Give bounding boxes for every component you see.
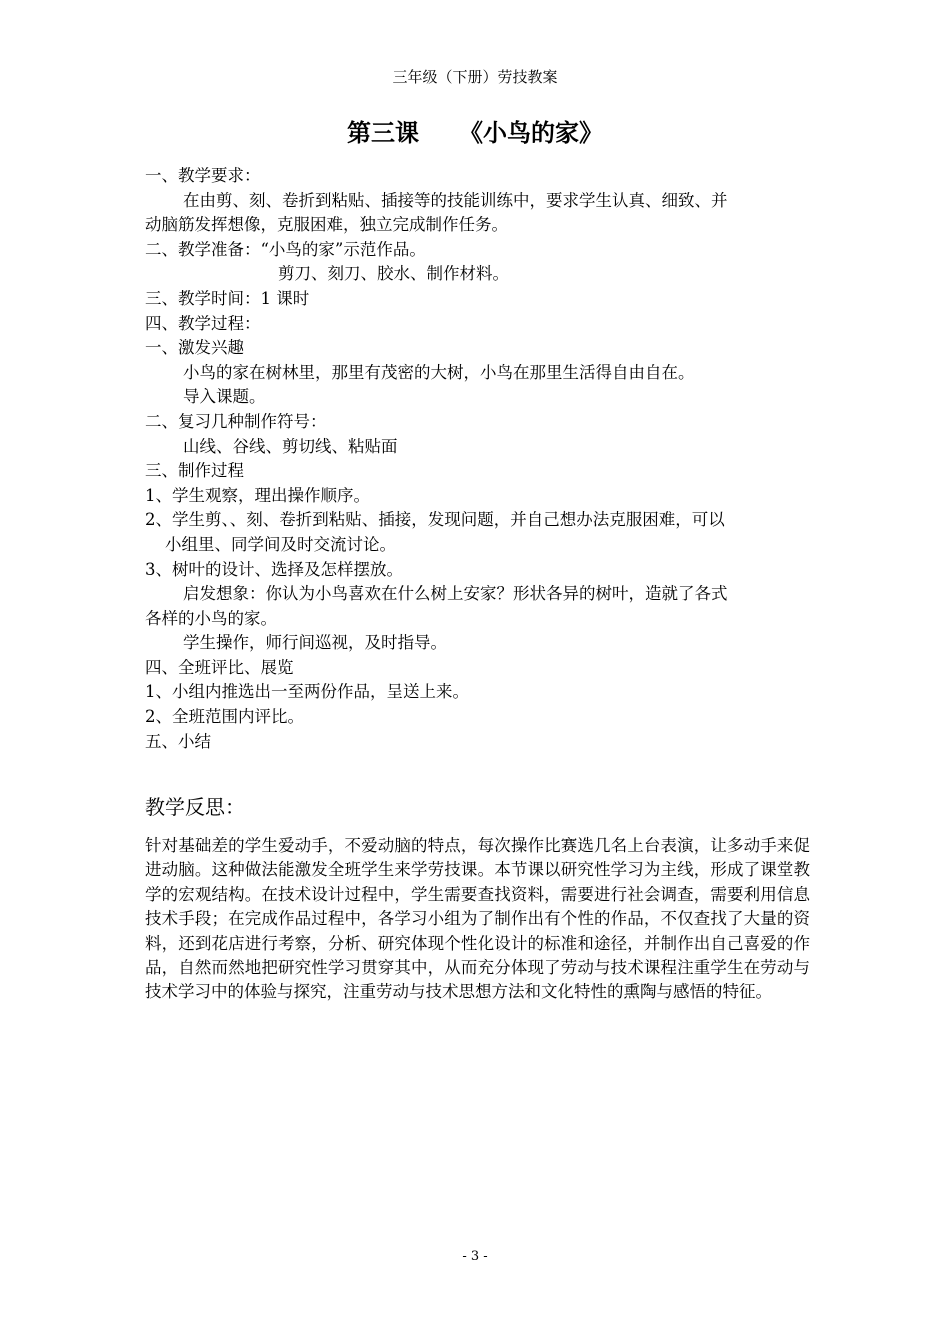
step-making-inspire-line2: 各样的小鸟的家。 — [145, 608, 277, 628]
step-evaluate-heading: 四、全班评比、展览 — [145, 657, 294, 677]
step-making-heading: 三、制作过程 — [145, 461, 244, 481]
step-making-item1: 1、学生观察，理出操作顺序。 — [145, 485, 370, 505]
step-making-item2-line1: 2、学生剪、、刻、卷折到粘贴、插接，发现问题，并自己想办法克服困难，可以 — [145, 510, 725, 530]
step-making-item3: 3、树叶的设计、选择及怎样摆放。 — [145, 559, 403, 579]
step-evaluate-item2: 2、全班范围内评比。 — [145, 707, 304, 727]
lesson-number: 第三课 — [347, 119, 419, 147]
running-header: 三年级（下册）劳技教案 — [392, 68, 558, 86]
step-review-heading: 二、复习几种制作符号： — [145, 411, 327, 431]
lesson-name: 《小鸟的家》 — [459, 119, 603, 147]
step-making-operate: 学生操作，师行间巡视，及时指导。 — [183, 633, 447, 653]
reflection-heading: 教学反思： — [145, 795, 245, 819]
lesson-title — [0, 116, 950, 150]
step-interest-intro: 导入课题。 — [183, 387, 266, 407]
step-interest-text: 小鸟的家在树林里，那里有茂密的大树，小鸟在那里生活得自由自在。 — [183, 362, 695, 382]
step-making-inspire-line1: 启发想象：你认为小鸟喜欢在什么树上安家？形状各异的树叶，造就了各式 — [183, 584, 728, 604]
requirements-text-line1: 在由剪、刻、卷折到粘贴、插接等的技能训练中，要求学生认真、细致、并 — [183, 190, 728, 210]
step-evaluate-item1: 1、小组内推选出一至两份作品，呈送上来。 — [145, 682, 469, 702]
step-review-text: 山线、谷线、剪切线、粘贴面 — [183, 436, 398, 456]
section-time: 三、教学时间：1 课时 — [145, 288, 310, 308]
step-making-item2-line2: 小组里、同学间及时交流讨论。 — [165, 534, 396, 554]
requirements-text-line2: 动脑筋发挥想像，克服困难，独立完成制作任务。 — [145, 215, 508, 235]
page-number: - 3 - — [462, 1249, 488, 1264]
section-preparation: 二、教学准备：“小鸟的家”示范作品。 — [145, 239, 426, 259]
preparation-materials: 剪刀、刻刀、胶水、制作材料。 — [278, 264, 509, 284]
section-process-heading: 四、教学过程： — [145, 313, 261, 333]
step-summary-heading: 五、小结 — [145, 731, 211, 751]
lesson-body — [145, 164, 810, 754]
step-interest-heading: 一、激发兴趣 — [145, 338, 244, 358]
reflection-text: 针对基础差的学生爱动手，不爱动脑的特点，每次操作比赛选几名上台表演，让多动手来促进动脑。这种做法能激发全班学生来学劳技课。本节课以研究性学习为主线，形成了课堂教学的宏观结构。在技术设计过程中，学生需要查找资料，需要进行社会调查，需要利用信息技术手段；在完成作品过程中，各学习小组为了制作出有个性的作品，不仅查找了大量的资料，还到花店进行考察，分析、研究体现个性化设计的标准和途径，并制作出自己喜爱的作品，自然而然地把研究性学习贯穿其中，从而充分体现了劳动与技术课程注重学生在劳动与技术学习中的体验与探究，注重劳动与技术思想方法和文化特性的熏陶与感悟的特征。 — [145, 836, 810, 1002]
section-requirements-heading: 一、教学要求： — [145, 166, 261, 185]
